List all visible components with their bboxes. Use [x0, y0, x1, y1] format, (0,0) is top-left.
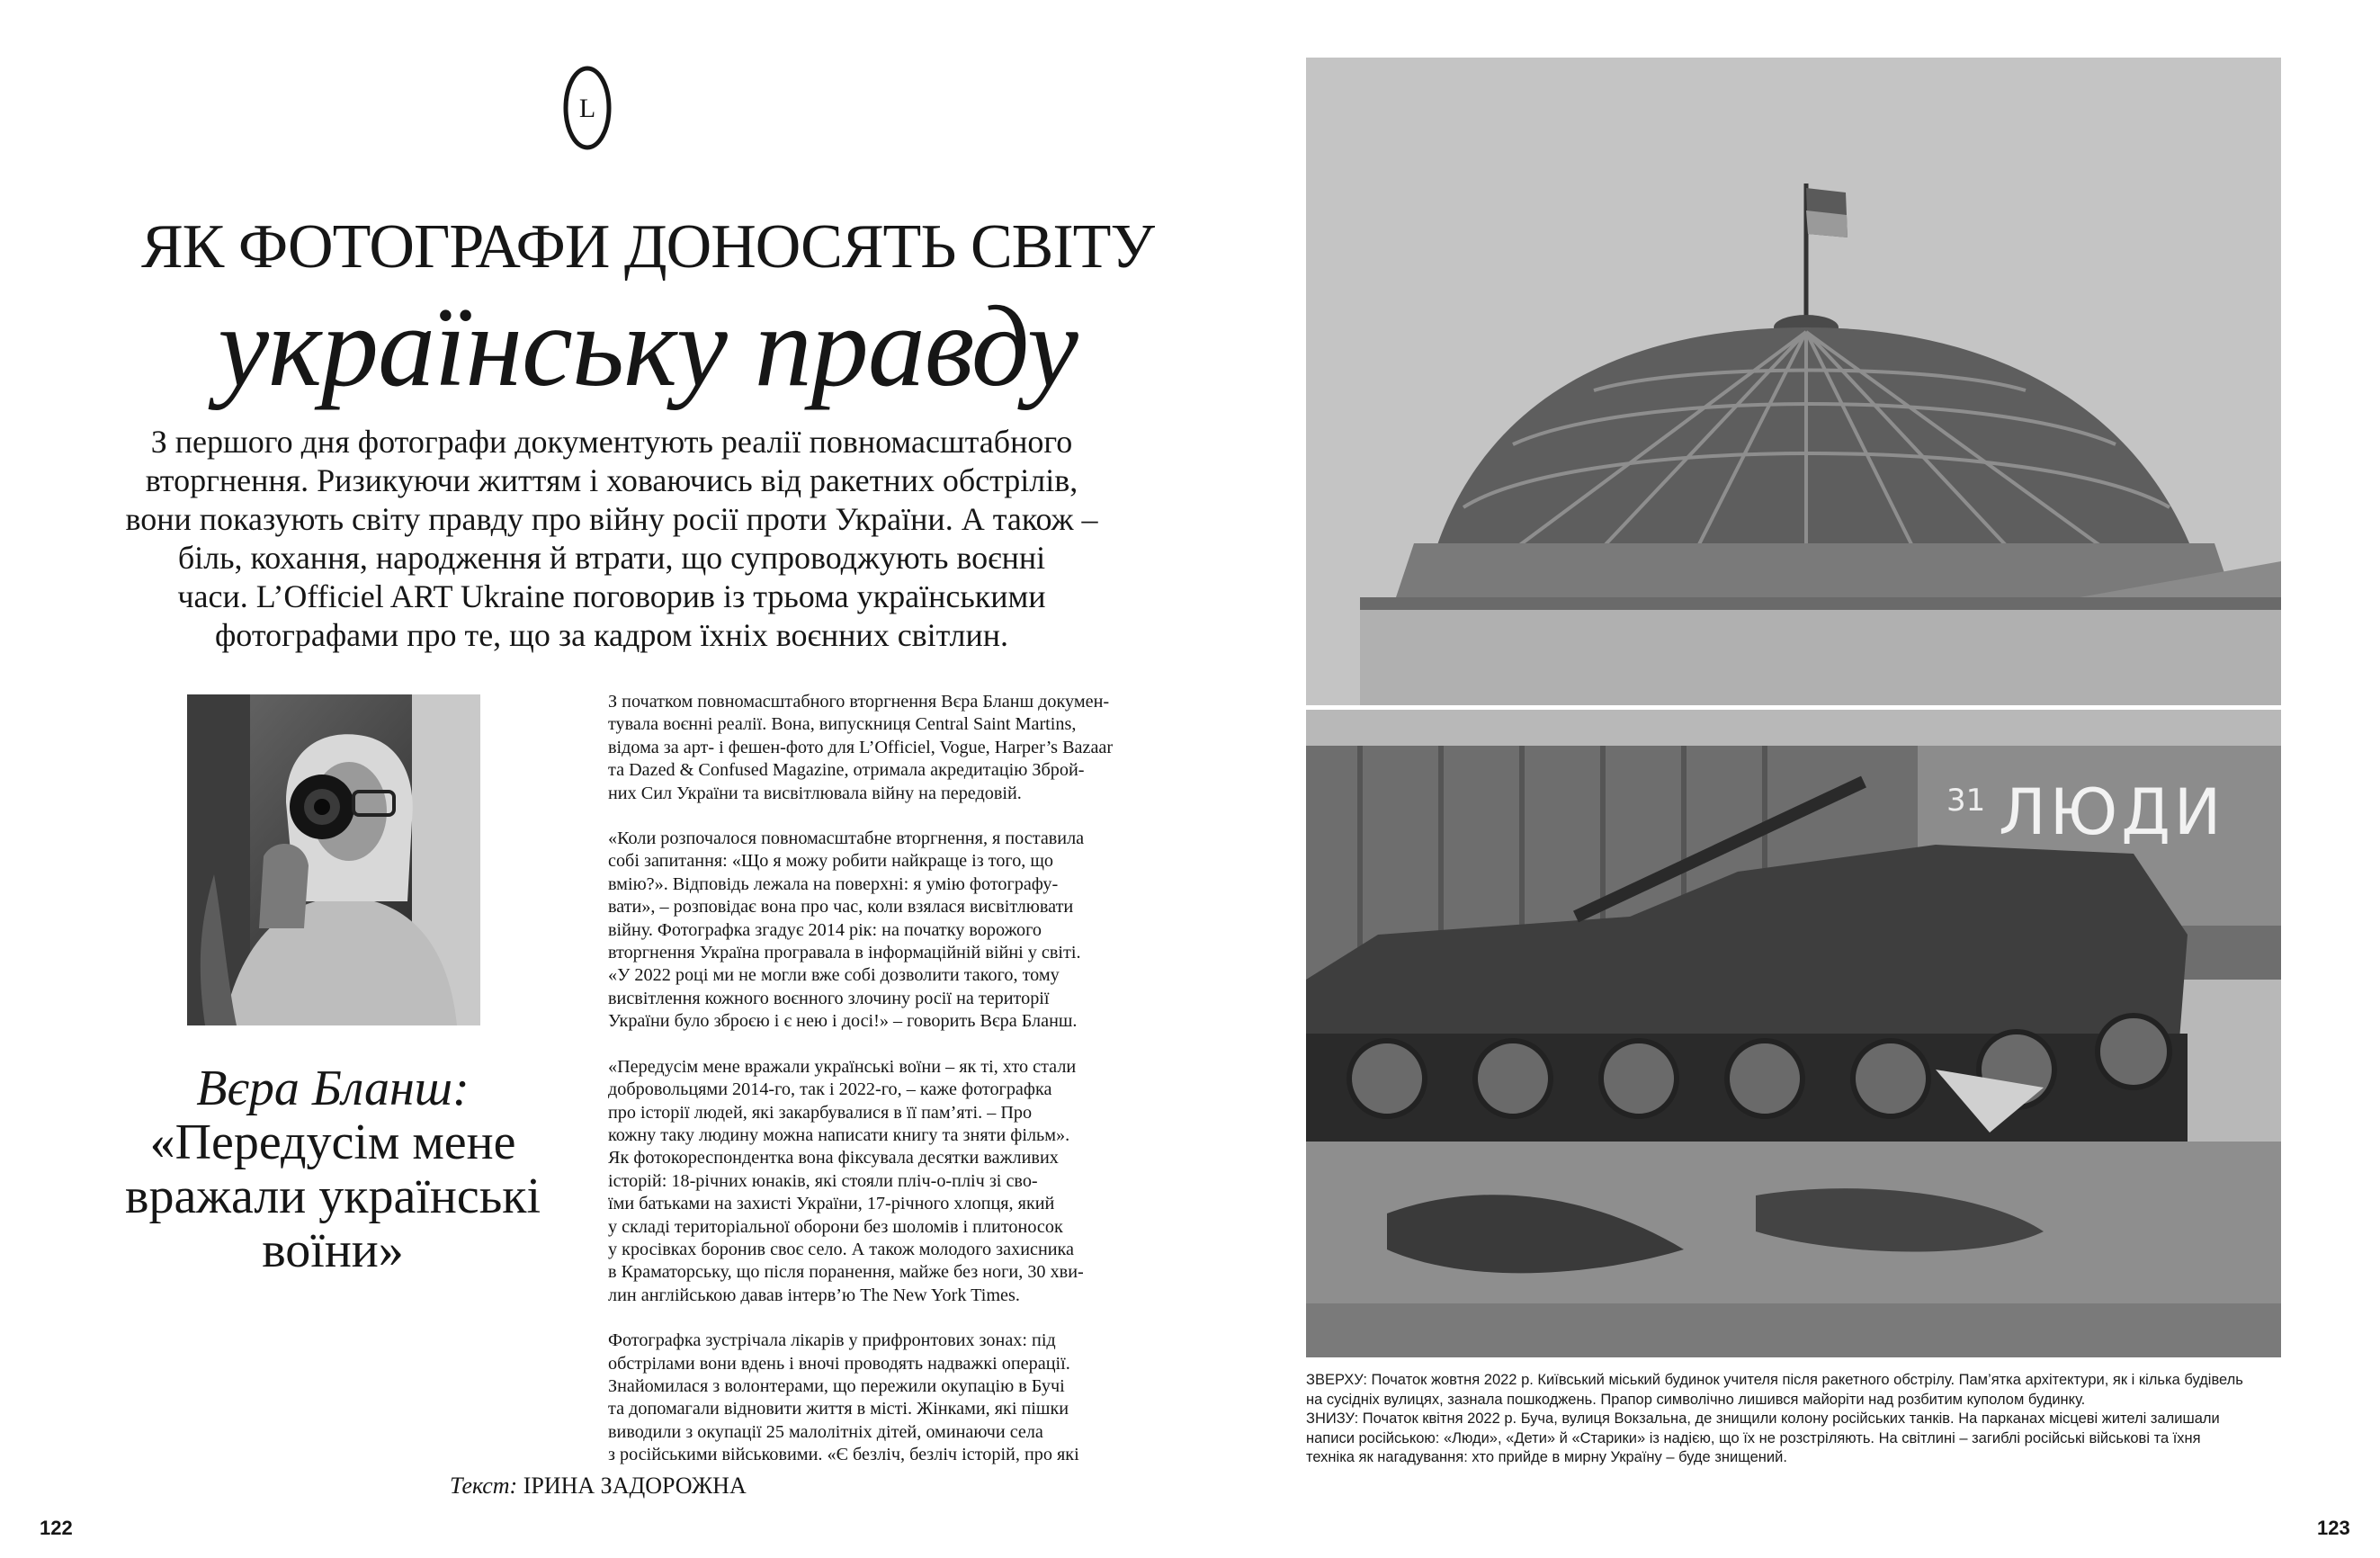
wall-graffiti-text: ЛЮДИ — [1999, 775, 2225, 849]
article-title-line1: ЯК ФОТОГРАФИ ДОНОСЯТЬ СВІТУ — [140, 212, 1155, 282]
portrait-image — [187, 694, 480, 1025]
body-line: у кросівках боронив своє село. А також молодого захисника — [608, 1239, 1075, 1259]
photo-destroyed-tanks-bucha — [1306, 710, 2281, 1357]
page-number-left: 122 — [40, 1517, 73, 1539]
wall-number-text: 31 — [1946, 783, 1986, 819]
body-line: виводили з окупації 25 малолітніх дітей, оминаючи села — [608, 1421, 1043, 1442]
body-line: вати», – розповідає вона про час, коли взялася висвітлювати — [608, 897, 1074, 918]
body-paragraph — [608, 1330, 1148, 1466]
photographer-portrait — [187, 694, 480, 1025]
body-line: України було зброєю і є нею і досі!» – говорить Вєра Бланш. — [608, 1011, 1078, 1032]
body-line: них Сил України та висвітлювала війну на передовій. — [608, 783, 1022, 803]
caption-line: ЗНИЗУ: Початок квітня 2022 р. Буча, вулиця Вокзальна, де знищили колону російських танків. На парканах місцеві жителі залишали — [1306, 1410, 2220, 1427]
credit-author: ІРИНА ЗАДОРОЖНА — [523, 1473, 747, 1499]
lede-line: часи. L’Officiel ART Ukraine поговорив із трьома українськими — [177, 578, 1046, 614]
body-line: кожну таку людину можна написати книгу та зняти фільм». — [608, 1124, 1070, 1145]
body-paragraph — [608, 1056, 1148, 1307]
tank-photo-image — [1306, 710, 2281, 1357]
body-line: у складі територіальної оборони без шоломів і плитоносок — [608, 1216, 1063, 1237]
caption-line: написи російською: «Люди», «Дети» й «Старики» із надією, що їх не розстріляють. На світлині – загиблі російські військові та їхня — [1306, 1429, 2201, 1446]
pull-quote-name: Вєра Бланш: — [196, 1061, 470, 1116]
lede-line: вторгнення. Ризикуючи життям і ховаючись від ракетних обстрілів, — [145, 462, 1078, 498]
body-line: вторгнення Україна програвала в інформаційній війні у світі. — [608, 943, 1081, 963]
page-number-right: 123 — [2317, 1517, 2350, 1539]
pull-quote-line: воїни» — [262, 1222, 404, 1278]
article-lede — [90, 423, 1133, 655]
body-line: Фотографка зустрічала лікарів у прифронтових зонах: під — [608, 1330, 1056, 1351]
body-line: в Краматорську, що після поранення, майже без ноги, 30 хви- — [608, 1262, 1084, 1283]
body-line: обстрілами вони вдень і вночі проводять надважкі операції. — [608, 1353, 1070, 1374]
body-line: історій: 18-річних юнаків, які стояли пліч-о-пліч зі сво- — [608, 1170, 1038, 1191]
body-line: про історії людей, які закарбувалися в її пам’яті. – Про — [608, 1102, 1033, 1123]
body-line: «Передусім мене вражали українські воїни – як ті, хто стали — [608, 1056, 1077, 1077]
body-paragraph — [608, 828, 1148, 1034]
lede-line: вони показують світу правду про війну росії проти України. А також – — [125, 501, 1098, 537]
body-line: добровольцями 2014-го, так і 2022-го, – каже фотографка — [608, 1079, 1052, 1100]
logo-emblem-icon — [562, 65, 613, 151]
pull-quote-line: вражали українські — [125, 1168, 541, 1224]
body-line: «У 2022 році ми не могли вже собі дозволити такого, тому — [608, 965, 1060, 986]
body-line: з російськими військовими. «Є безліч, безліч історій, про які — [608, 1445, 1079, 1465]
photo-teachers-house-dome — [1306, 58, 2281, 705]
body-line: висвітлення кожного воєнного злочину росії на території — [608, 988, 1050, 1008]
credit-label: Текст: — [450, 1473, 518, 1499]
body-line: відома за арт- і фешен-фото для L’Officiel, Vogue, Harper’s Bazaar — [608, 737, 1114, 757]
body-line: лин англійською давав інтерв’ю The New York Times. — [608, 1285, 1020, 1305]
body-line: та Dazed & Confused Magazine, отримала акредитацію Збрoй- — [608, 760, 1085, 781]
body-line: З початком повномасштабного вторгнення Вєра Бланш докумен- — [608, 692, 1110, 712]
caption-line: на сусідніх вулицях, зазнала пошкоджень. Прапор символічно лишився майоріти над розбитим куполом будинку. — [1306, 1391, 2086, 1408]
body-line: вмію?». Відповідь лежала на поверхні: я умію фотографу- — [608, 873, 1059, 894]
body-paragraph — [608, 691, 1148, 805]
article-title-line2: українську правду — [218, 282, 1078, 410]
body-line: «Коли розпочалося повномасштабне вторгнення, я поставила — [608, 828, 1085, 849]
pull-quote — [81, 1061, 585, 1277]
lede-line: фотографами про те, що за кадром їхніх воєнних світлин. — [214, 617, 1009, 653]
magazine-logo — [562, 65, 613, 151]
body-line: Знайомилася з волонтерами, що пережили окупацію в Бучі — [608, 1375, 1065, 1396]
body-line: та допомагали відновити життя в місті. Жінками, які пішки — [608, 1399, 1069, 1419]
body-line: Як фотокореспондентка вона фіксувала десятки важливих — [608, 1148, 1059, 1168]
body-line: їми батьками на захисті України, 17-річного хлопця, який — [608, 1194, 1055, 1214]
photo-caption — [1306, 1371, 2295, 1468]
body-line: війну. Фотографка згадує 2014 рік: на початку ворожого — [608, 919, 1042, 940]
body-line: собі запитання: «Що я можу робити найкраще із того, що — [608, 851, 1054, 872]
logo-letter: L — [578, 94, 596, 123]
caption-line: ЗВЕРХУ: Початок жовтня 2022 р. Київський міський будинок учителя після ракетного обстрілу. Пам’ятка архітектури, як і кілька будівель — [1306, 1372, 2243, 1388]
body-line: тувала воєнні реалії. Вона, випускниця Central Saint Martins, — [608, 714, 1077, 735]
lede-line: біль, кохання, народження й втрати, що супроводжують воєнні — [177, 540, 1046, 576]
caption-line: техніка як нагадування: хто прийде в мирну Україну – буде знищений. — [1306, 1449, 1787, 1465]
author-credit — [450, 1473, 747, 1500]
pull-quote-line: «Передусім мене — [149, 1115, 516, 1170]
article-body — [608, 691, 1148, 1490]
lede-line: З першого дня фотографи документують реалії повномасштабного — [150, 424, 1073, 460]
dome-photo-image — [1306, 58, 2281, 705]
